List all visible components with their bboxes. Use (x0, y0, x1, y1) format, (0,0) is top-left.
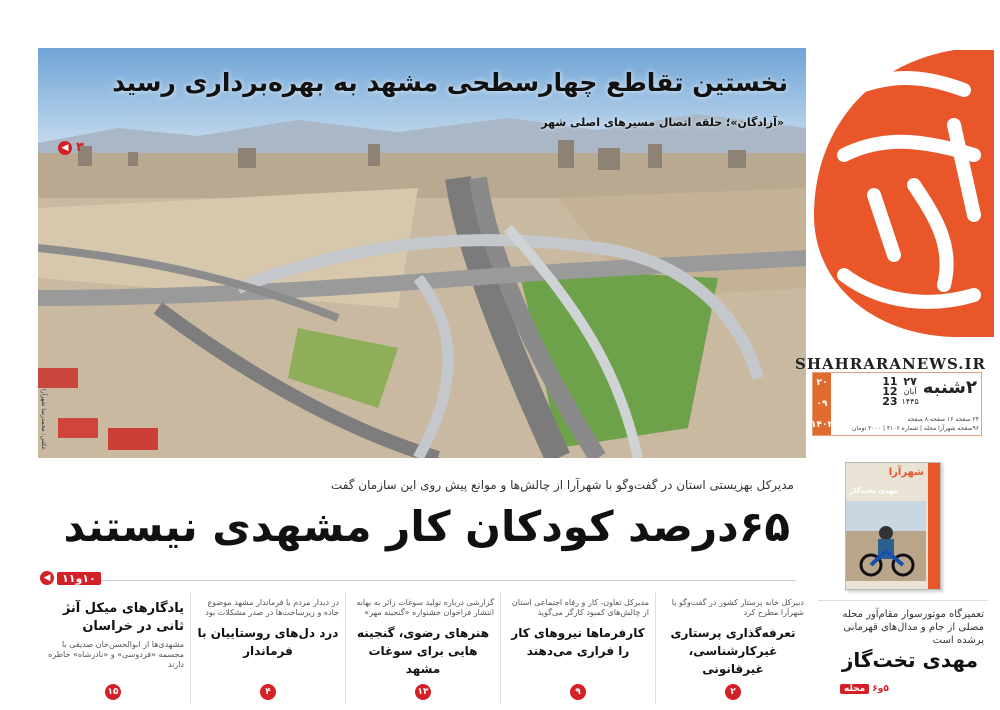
issue-meta-pages: ۲۴ صفحه ۱۶ صفحه ۸ صفحه (907, 416, 979, 423)
teaser-row (36, 592, 810, 704)
weekday: ۲شنبه (922, 377, 977, 398)
arrow-left-icon: ◀ (58, 141, 72, 155)
magazine-headline[interactable]: مهدی تخت‌گاز (841, 648, 978, 672)
lead-kicker: مدیرکل بهزیستی استان در گفت‌وگو با شهرآرا از چالش‌ها و موانع پیش روی این سازمان گفت (330, 478, 794, 492)
hero-headline[interactable]: نخستین تقاطع چهارسطحی مشهد به بهره‌برداری رسید (112, 68, 788, 97)
teaser-title: درد دل‌های روستاییان با فرماندار (197, 626, 339, 658)
magazine-section-label: محله (840, 684, 869, 694)
teaser-summary: مشهدی‌ها از ابوالحسن‌خان صدیقی با مجسمه «فردوسی» و «نادرشاه» خاطره دارند (48, 640, 184, 669)
teaser-page-number: ۱۳ (415, 684, 431, 700)
site-url[interactable]: SHAHRARANEWS.IR (794, 355, 986, 373)
persian-day: ۲۷ (903, 375, 917, 388)
lead-headline[interactable]: ۶۵درصد کودکان کار مشهدی نیستند (63, 502, 790, 551)
issue-number-strip (813, 373, 831, 435)
hero-page-ref[interactable] (58, 140, 84, 155)
teaser-title: تعرفه‌گذاری پرستاری غیرکارشناسی، غیرقانونی (670, 626, 796, 676)
magazine-teaser-text: تعمیرگاه موتورسوار مقام‌آور محله مصلی از جام و مدال‌های قهرمانی پرشده است (842, 609, 984, 646)
teaser-title: کارفرماها نیروهای کار را فراری می‌دهند (511, 626, 645, 658)
teaser-title: هنرهای رضوی، گنجینه هایی برای سوغات مشهد (356, 626, 490, 676)
hero-photo[interactable] (38, 48, 806, 458)
magazine-page-ref[interactable] (840, 684, 889, 694)
teaser-nursing[interactable] (656, 592, 810, 704)
teaser-page-number: ۹ (570, 684, 586, 700)
teaser-kicker: مدیرکل تعاون، کار و رفاه اجتماعی استان از چالش‌های کمبود کارگر می‌گوید (511, 598, 649, 617)
gregorian-day: 11 (882, 375, 898, 388)
teaser-kicker: در دیدار مردم با فرماندار مشهد موضوع جاده و زیرساخت‌ها در صدر مشکلات بود (205, 598, 339, 617)
cover-title: مهدی تخت‌گاز (850, 487, 898, 495)
hero-subheading: «آزادگان»؛ حلقه اتصال مسیرهای اصلی شهر (541, 116, 784, 129)
hijri-year: ۱۴۴۵ (901, 397, 919, 406)
teaser-razavi-arts[interactable] (346, 592, 501, 704)
gregorian-month: 12 (882, 385, 898, 398)
issue-date-box (812, 372, 982, 436)
teaser-kicker: گزارشی درباره تولید سوغات زائر به بهانه انتشار فراخوان جشنواره «گنجینه مهر» (356, 598, 494, 617)
teaser-kicker: دبیرکل خانه پرستار کشور در گفت‌وگو با شهرآرا مطرح کرد (671, 598, 804, 617)
issue-num-3: ۱۴۰۲ (811, 419, 833, 430)
photo-credit: عکس: محمدرضا شهرآرا (40, 388, 47, 450)
teaser-title: یادگارهای میکل آنژ ثانی در خراسان (62, 601, 184, 634)
divider (90, 580, 796, 581)
masthead-logo[interactable] (804, 45, 994, 345)
gregorian-year: 23 (882, 395, 898, 408)
shahrara-logo-mark (804, 45, 994, 345)
teaser-page-number: ۱۵ (105, 684, 121, 700)
magazine-cover-image (846, 463, 941, 590)
teaser-labor[interactable] (501, 592, 656, 704)
teaser-page-number: ۲ (725, 684, 741, 700)
issue-num-1: ۲۰ (816, 378, 828, 389)
persian-month: آبان (903, 387, 917, 396)
teaser-page-number: ۴ (260, 684, 276, 700)
cover-logo: شهرآرا (888, 467, 924, 478)
issue-num-2: ۰۹ (816, 398, 828, 409)
hero-page-number: ۳ (76, 140, 84, 155)
issue-meta (833, 415, 979, 433)
teaser-villagers[interactable] (191, 592, 346, 704)
magazine-page-number: ۵و۶ (872, 684, 889, 694)
teaser-michelangelo[interactable] (36, 592, 191, 704)
magazine-cover[interactable] (845, 462, 941, 590)
lead-page-number: ۱۰و۱۱ (57, 572, 101, 585)
interchange-aerial-image (38, 48, 806, 458)
arrow-left-icon: ◀ (40, 571, 54, 585)
lead-page-ref[interactable] (40, 571, 101, 585)
issue-meta-price: ۹۶صفحه شهرآرا محله | شماره ۴۱۰۶ | ۲۰۰۰ تومان (852, 425, 979, 432)
